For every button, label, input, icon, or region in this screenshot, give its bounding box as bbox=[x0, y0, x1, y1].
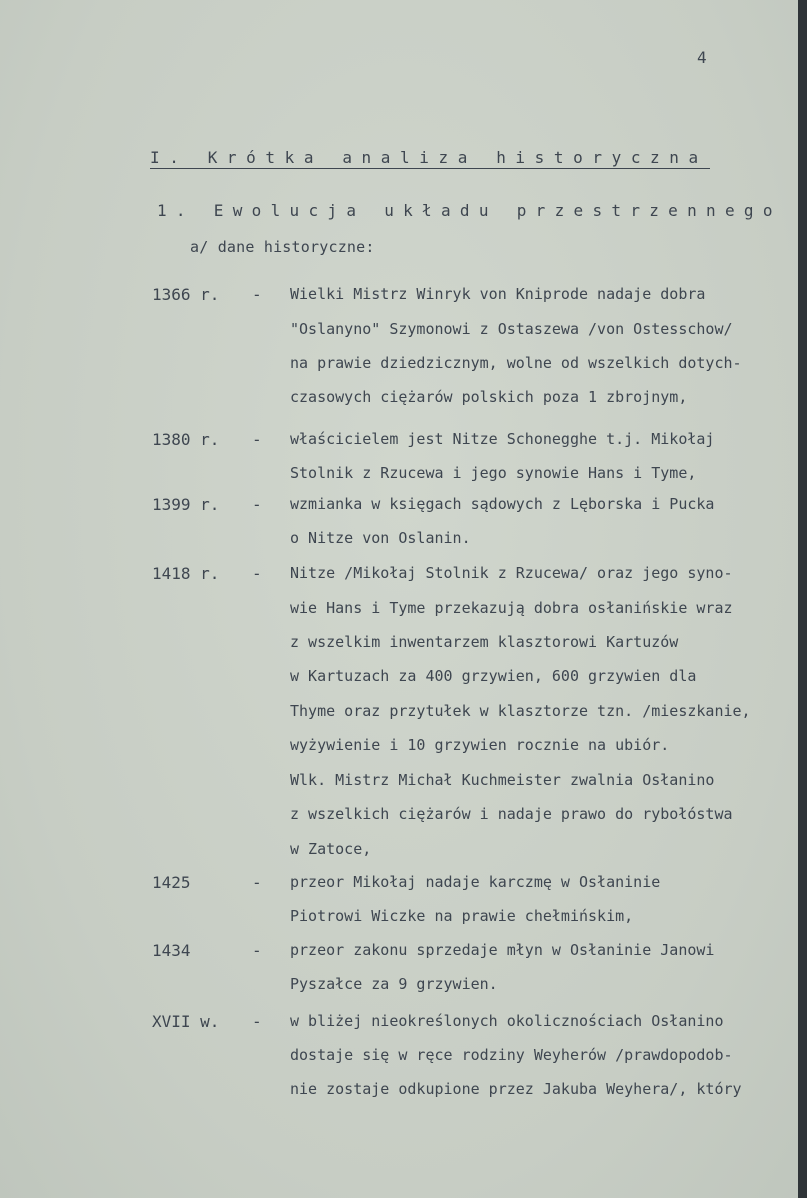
entry-text-line: z wszelkich ciężarów i nadaje prawo do rybołóstwa bbox=[290, 805, 733, 823]
entry-text-line: w bliżej nieokreślonych okolicznościach Osłanino bbox=[290, 1012, 724, 1030]
entry-text-line: w Kartuzach za 400 grzywien, 600 grzywien dla bbox=[290, 667, 697, 685]
entry-dash: - bbox=[252, 495, 262, 514]
entry-text-line: przeor Mikołaj nadaje karczmę w Osłaninie bbox=[290, 873, 661, 891]
entry-text-line: wie Hans i Tyme przekazują dobra osłanińskie wraz bbox=[290, 599, 733, 617]
entry-date: 1418 r. bbox=[152, 564, 220, 583]
entry-text-line: Stolnik z Rzucewa i jego synowie Hans i Tyme, bbox=[290, 464, 697, 482]
page-edge-shadow bbox=[798, 0, 807, 1198]
entry-text-line: w Zatoce, bbox=[290, 840, 372, 858]
entry-text-line: o Nitze von Oslanin. bbox=[290, 529, 471, 547]
entry-text-line: Thyme oraz przytułek w klasztorze tzn. /mieszkanie, bbox=[290, 702, 751, 720]
heading-underline bbox=[150, 168, 710, 169]
entry-dash: - bbox=[252, 1012, 262, 1031]
entry-date: XVII w. bbox=[152, 1012, 220, 1031]
historical-data-label: a/ dane historyczne: bbox=[190, 238, 375, 256]
entry-dash: - bbox=[252, 285, 262, 304]
entry-text-line: wzmianka w księgach sądowych z Lęborska i Pucka bbox=[290, 495, 715, 513]
entry-text-line: czasowych ciężarów polskich poza 1 zbrojnym, bbox=[290, 388, 688, 406]
entry-text-line: na prawie dziedzicznym, wolne od wszelkich dotych- bbox=[290, 354, 742, 372]
entry-text-line: Nitze /Mikołaj Stolnik z Rzucewa/ oraz jego syno- bbox=[290, 564, 733, 582]
entry-text-line: Pyszałce za 9 grzywien. bbox=[290, 975, 498, 993]
entry-text-line: przeor zakonu sprzedaje młyn w Osłaninie Janowi bbox=[290, 941, 715, 959]
entry-text-line: nie zostaje odkupione przez Jakuba Weyhera/, który bbox=[290, 1080, 742, 1098]
entry-text-line: z wszelkim inwentarzem klasztorowi Kartuzów bbox=[290, 633, 679, 651]
entry-text-line: właścicielem jest Nitze Schonegghe t.j. Mikołaj bbox=[290, 430, 715, 448]
section-heading: I. Krótka analiza historyczna bbox=[150, 148, 708, 167]
entry-date: 1366 r. bbox=[152, 285, 220, 304]
entry-text-line: "Oslanyno" Szymonowi z Ostaszewa /von Ostesschow/ bbox=[290, 320, 733, 338]
entry-date: 1425 bbox=[152, 873, 191, 892]
entry-dash: - bbox=[252, 564, 262, 583]
entry-dash: - bbox=[252, 873, 262, 892]
entry-text-line: Wielki Mistrz Winryk von Kniprode nadaje dobra bbox=[290, 285, 706, 303]
page-number: 4 bbox=[697, 48, 707, 67]
subsection-heading: 1. Ewolucja układu przestrzennego bbox=[157, 201, 782, 220]
entry-text-line: Wlk. Mistrz Michał Kuchmeister zwalnia Osłanino bbox=[290, 771, 715, 789]
entry-text-line: Piotrowi Wiczke na prawie chełmińskim, bbox=[290, 907, 634, 925]
entry-dash: - bbox=[252, 941, 262, 960]
entry-date: 1380 r. bbox=[152, 430, 220, 449]
entry-date: 1434 bbox=[152, 941, 191, 960]
entry-dash: - bbox=[252, 430, 262, 449]
entry-text-line: wyżywienie i 10 grzywien rocznie na ubiór. bbox=[290, 736, 670, 754]
entry-text-line: dostaje się w ręce rodziny Weyherów /prawdopodob- bbox=[290, 1046, 733, 1064]
entry-date: 1399 r. bbox=[152, 495, 220, 514]
